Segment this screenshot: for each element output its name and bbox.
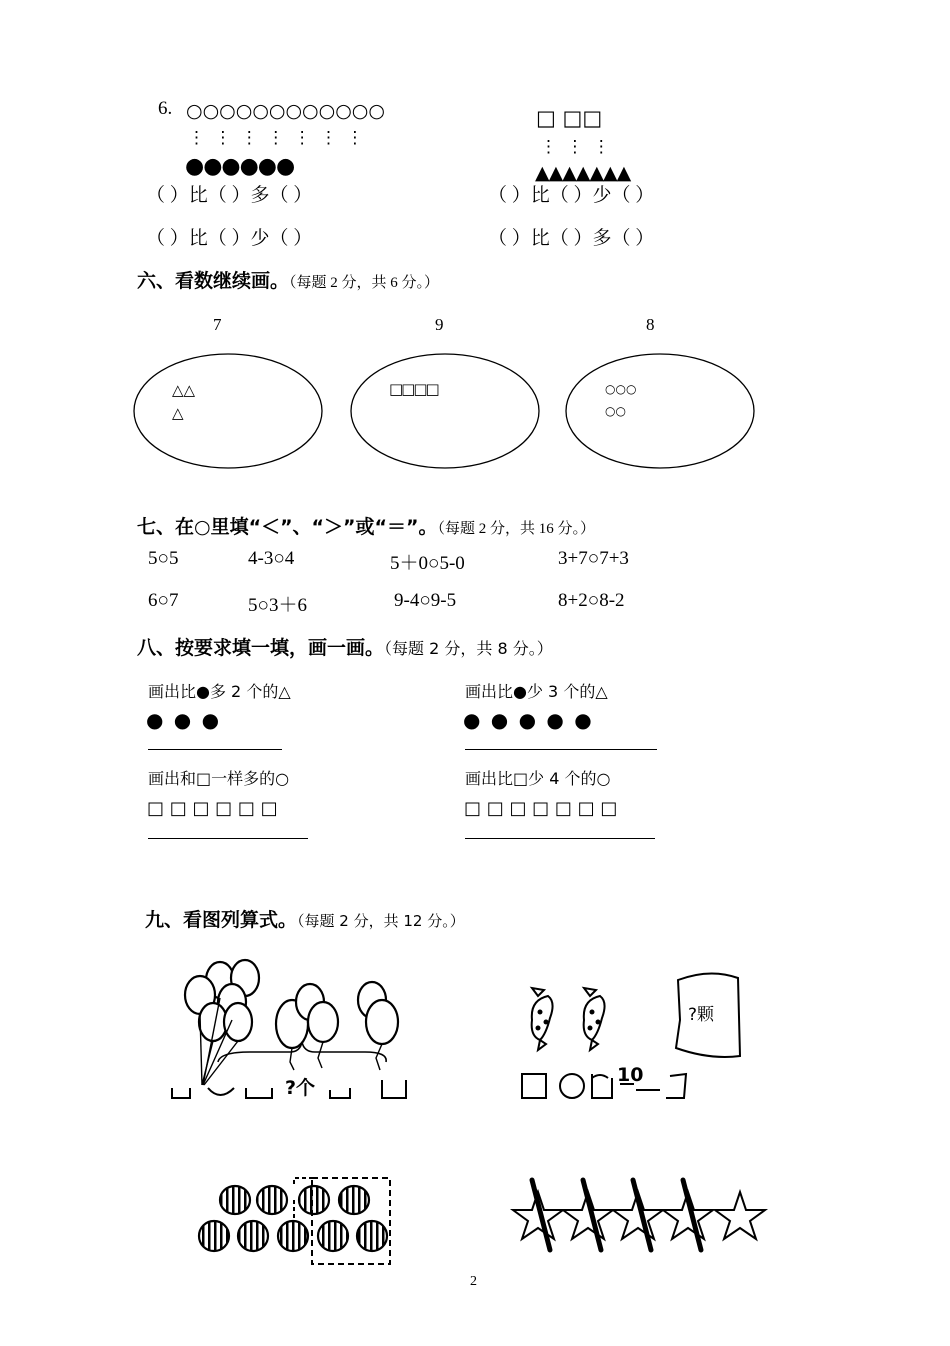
compare-2-2: 5○3＋6	[248, 595, 307, 616]
ball	[339, 1186, 369, 1214]
answer-line-4[interactable]	[465, 838, 655, 839]
q6-left-dots: ⋮ ⋮ ⋮ ⋮ ⋮ ⋮ ⋮	[188, 128, 366, 148]
ball	[318, 1221, 348, 1251]
draw-prompt-4: 画出比□少 4 个的○	[465, 769, 611, 788]
compare-1-1: 5○5	[148, 548, 179, 569]
bag-label: ?颗	[688, 1005, 715, 1025]
balls-picture	[190, 1170, 400, 1270]
answer-line-2[interactable]	[465, 749, 657, 750]
draw-prompt-2: 画出比●少 3 个的△	[465, 682, 608, 701]
compare-2-3: 9-4○9-5	[394, 590, 457, 611]
section-8-note: （每题 2 分，共 8 分。）	[384, 639, 553, 658]
oval-1-line-1: △△	[172, 381, 196, 399]
answer-box	[666, 1074, 686, 1098]
section-7-title: 七、在○里填“＜”、“＞”或“＝”。	[137, 516, 438, 538]
draw-prompt-3: 画出和□一样多的○	[148, 769, 290, 788]
draw-prompt-1: 画出比●多 2 个的△	[148, 682, 291, 701]
section-9-note: （每题 2 分，共 12 分。）	[297, 912, 465, 930]
q6-label: 6.	[158, 98, 173, 119]
q6-right-blank-2: （ ）比（ ）多（ ）	[488, 228, 655, 249]
compare-2-4: 8+2○8-2	[558, 590, 625, 611]
section-6-note: （每题 2 分，共 6 分。）	[289, 275, 440, 291]
q6-left-blank-2: （ ）比（ ）少（ ）	[146, 228, 313, 249]
stars-picture	[508, 1172, 773, 1262]
q6-right-dots: ⋮ ⋮ ⋮	[540, 137, 612, 157]
section-9-title: 九、看图列算式。	[145, 909, 298, 931]
answer-box	[522, 1074, 546, 1098]
compare-1-2: 4-3○4	[248, 548, 295, 569]
section-6-ovals	[0, 0, 950, 480]
q6-right-blank-1: （ ）比（ ）少（ ）	[488, 185, 655, 206]
draw-shapes-4: □ □ □ □ □ □ □	[464, 798, 618, 819]
section-8-heading	[137, 633, 553, 660]
ball	[220, 1186, 250, 1214]
oval-2	[351, 354, 539, 468]
ball	[299, 1186, 329, 1214]
candy-total: 10	[617, 1064, 644, 1086]
ball	[238, 1221, 268, 1251]
oval-3-line-1: ○○○	[605, 382, 637, 396]
compare-1-3: 5＋0○5-0	[390, 553, 465, 574]
balloon	[308, 1002, 338, 1042]
page-number: 2	[470, 1274, 477, 1289]
compare-1-4: 3+7○7+3	[558, 548, 629, 569]
oval-3-number: 8	[646, 315, 655, 334]
section-6-title: 六、看数继续画。	[137, 270, 290, 292]
draw-shapes-2: ● ● ● ● ●	[463, 708, 594, 732]
candy	[532, 996, 553, 1040]
draw-shapes-3: □ □ □ □ □ □	[147, 798, 278, 819]
section-7-note: （每题 2 分，共 16 分。）	[437, 521, 596, 537]
oval-2-number: 9	[435, 315, 444, 334]
ball	[357, 1221, 387, 1251]
q6-black-dot-row: ●●●●●●	[185, 154, 295, 179]
q6-triangle-row: ▲▲▲▲▲▲▲	[535, 162, 631, 184]
balloon-total-label: ?个	[285, 1077, 316, 1099]
star	[715, 1192, 765, 1239]
answer-box	[592, 1074, 612, 1098]
candy	[584, 996, 605, 1040]
ball	[257, 1186, 287, 1214]
balloon	[366, 1000, 398, 1044]
compare-2-1: 6○7	[148, 590, 179, 611]
q6-square-row: □ □□	[536, 106, 603, 130]
oval-3	[566, 354, 754, 468]
balloon	[224, 1003, 252, 1041]
answer-circle	[560, 1074, 584, 1098]
oval-1	[134, 354, 322, 468]
answer-line-1[interactable]	[148, 749, 282, 750]
ball	[199, 1221, 229, 1251]
section-8-title: 八、按要求填一填，画一画。	[137, 637, 385, 659]
candy-picture	[510, 960, 760, 1110]
ball	[278, 1221, 308, 1251]
answer-line-3[interactable]	[148, 838, 308, 839]
q6-left-blank-1: （ ）比（ ）多（ ）	[146, 185, 313, 206]
oval-2-line-1: □□□□	[389, 380, 438, 398]
section-9-heading	[145, 905, 465, 932]
oval-3-line-2: ○○	[605, 404, 626, 418]
oval-1-line-2: △	[172, 404, 184, 422]
q6-circle-row: ○○○○○○○○○○○○	[186, 100, 385, 122]
oval-1-number: 7	[213, 315, 222, 334]
section-7-heading	[137, 512, 595, 539]
draw-shapes-1: ● ● ●	[146, 708, 222, 732]
